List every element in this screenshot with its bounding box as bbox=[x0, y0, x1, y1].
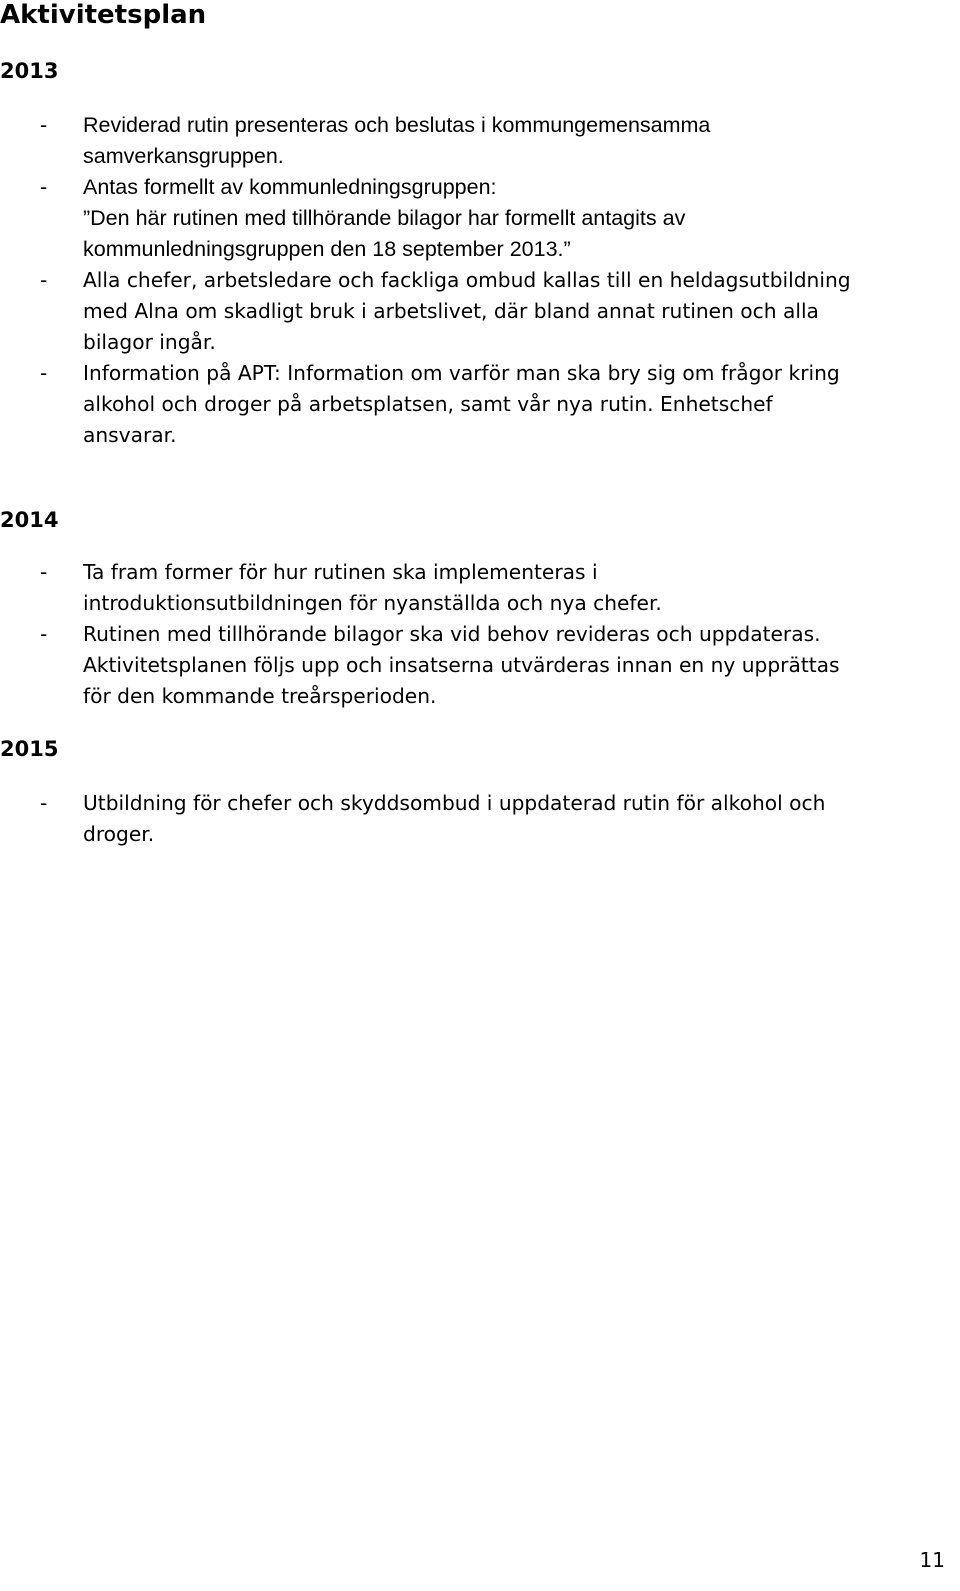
list-item bbox=[0, 358, 960, 451]
list-marker: - bbox=[40, 113, 48, 137]
list-item bbox=[0, 110, 960, 172]
list-item-line: Ta fram former för hur rutinen ska implementeras i bbox=[83, 560, 598, 584]
list-item-line: alkohol och droger på arbetsplatsen, samt vår nya rutin. Enhetschef bbox=[83, 392, 773, 416]
list-item bbox=[0, 172, 960, 265]
list-item-line: för den kommande treårsperioden. bbox=[83, 684, 437, 708]
list-item-line: introduktionsutbildningen för nyanställda och nya chefer. bbox=[83, 591, 662, 615]
list-item-line: samverkansgruppen. bbox=[83, 144, 284, 168]
section-2014-list bbox=[0, 557, 960, 712]
list-marker: - bbox=[40, 268, 48, 292]
list-item-line: Rutinen med tillhörande bilagor ska vid behov revideras och uppdateras. bbox=[83, 622, 821, 646]
list-item-line: Reviderad rutin presenteras och beslutas i kommungemensamma bbox=[83, 113, 711, 137]
list-item-line: kommunledningsgruppen den 18 september 2013.” bbox=[83, 237, 571, 261]
list-item bbox=[0, 265, 960, 358]
list-item-line: Information på APT: Information om varför man ska bry sig om frågor kring bbox=[83, 361, 840, 385]
list-item bbox=[0, 557, 960, 619]
page-title: Aktivitetsplan bbox=[0, 0, 207, 30]
list-item-line: Aktivitetsplanen följs upp och insatserna utvärderas innan en ny upprättas bbox=[83, 653, 840, 677]
page-number: 11 bbox=[919, 1548, 945, 1572]
section-year-2014: 2014 bbox=[0, 508, 59, 532]
list-marker: - bbox=[40, 361, 48, 385]
section-year-2015: 2015 bbox=[0, 737, 59, 761]
list-item-line: droger. bbox=[83, 822, 155, 846]
list-marker: - bbox=[40, 175, 48, 199]
list-item-line: Alla chefer, arbetsledare och fackliga ombud kallas till en heldagsutbildning bbox=[83, 268, 851, 292]
list-marker: - bbox=[40, 791, 48, 815]
list-item-line: ansvarar. bbox=[83, 423, 177, 447]
list-item-line: bilagor ingår. bbox=[83, 330, 216, 354]
section-2013-list bbox=[0, 110, 960, 451]
section-year-2013: 2013 bbox=[0, 59, 59, 83]
list-marker: - bbox=[40, 560, 48, 584]
list-marker: - bbox=[40, 622, 48, 646]
section-2015-list bbox=[0, 788, 960, 850]
list-item bbox=[0, 788, 960, 850]
list-item bbox=[0, 619, 960, 712]
list-item-line: Utbildning för chefer och skyddsombud i uppdaterad rutin för alkohol och bbox=[83, 791, 826, 815]
list-item-line: med Alna om skadligt bruk i arbetslivet, där bland annat rutinen och alla bbox=[83, 299, 819, 323]
list-item-line: ”Den här rutinen med tillhörande bilagor har formellt antagits av bbox=[83, 206, 686, 230]
list-item-line: Antas formellt av kommunledningsgruppen: bbox=[83, 175, 497, 199]
